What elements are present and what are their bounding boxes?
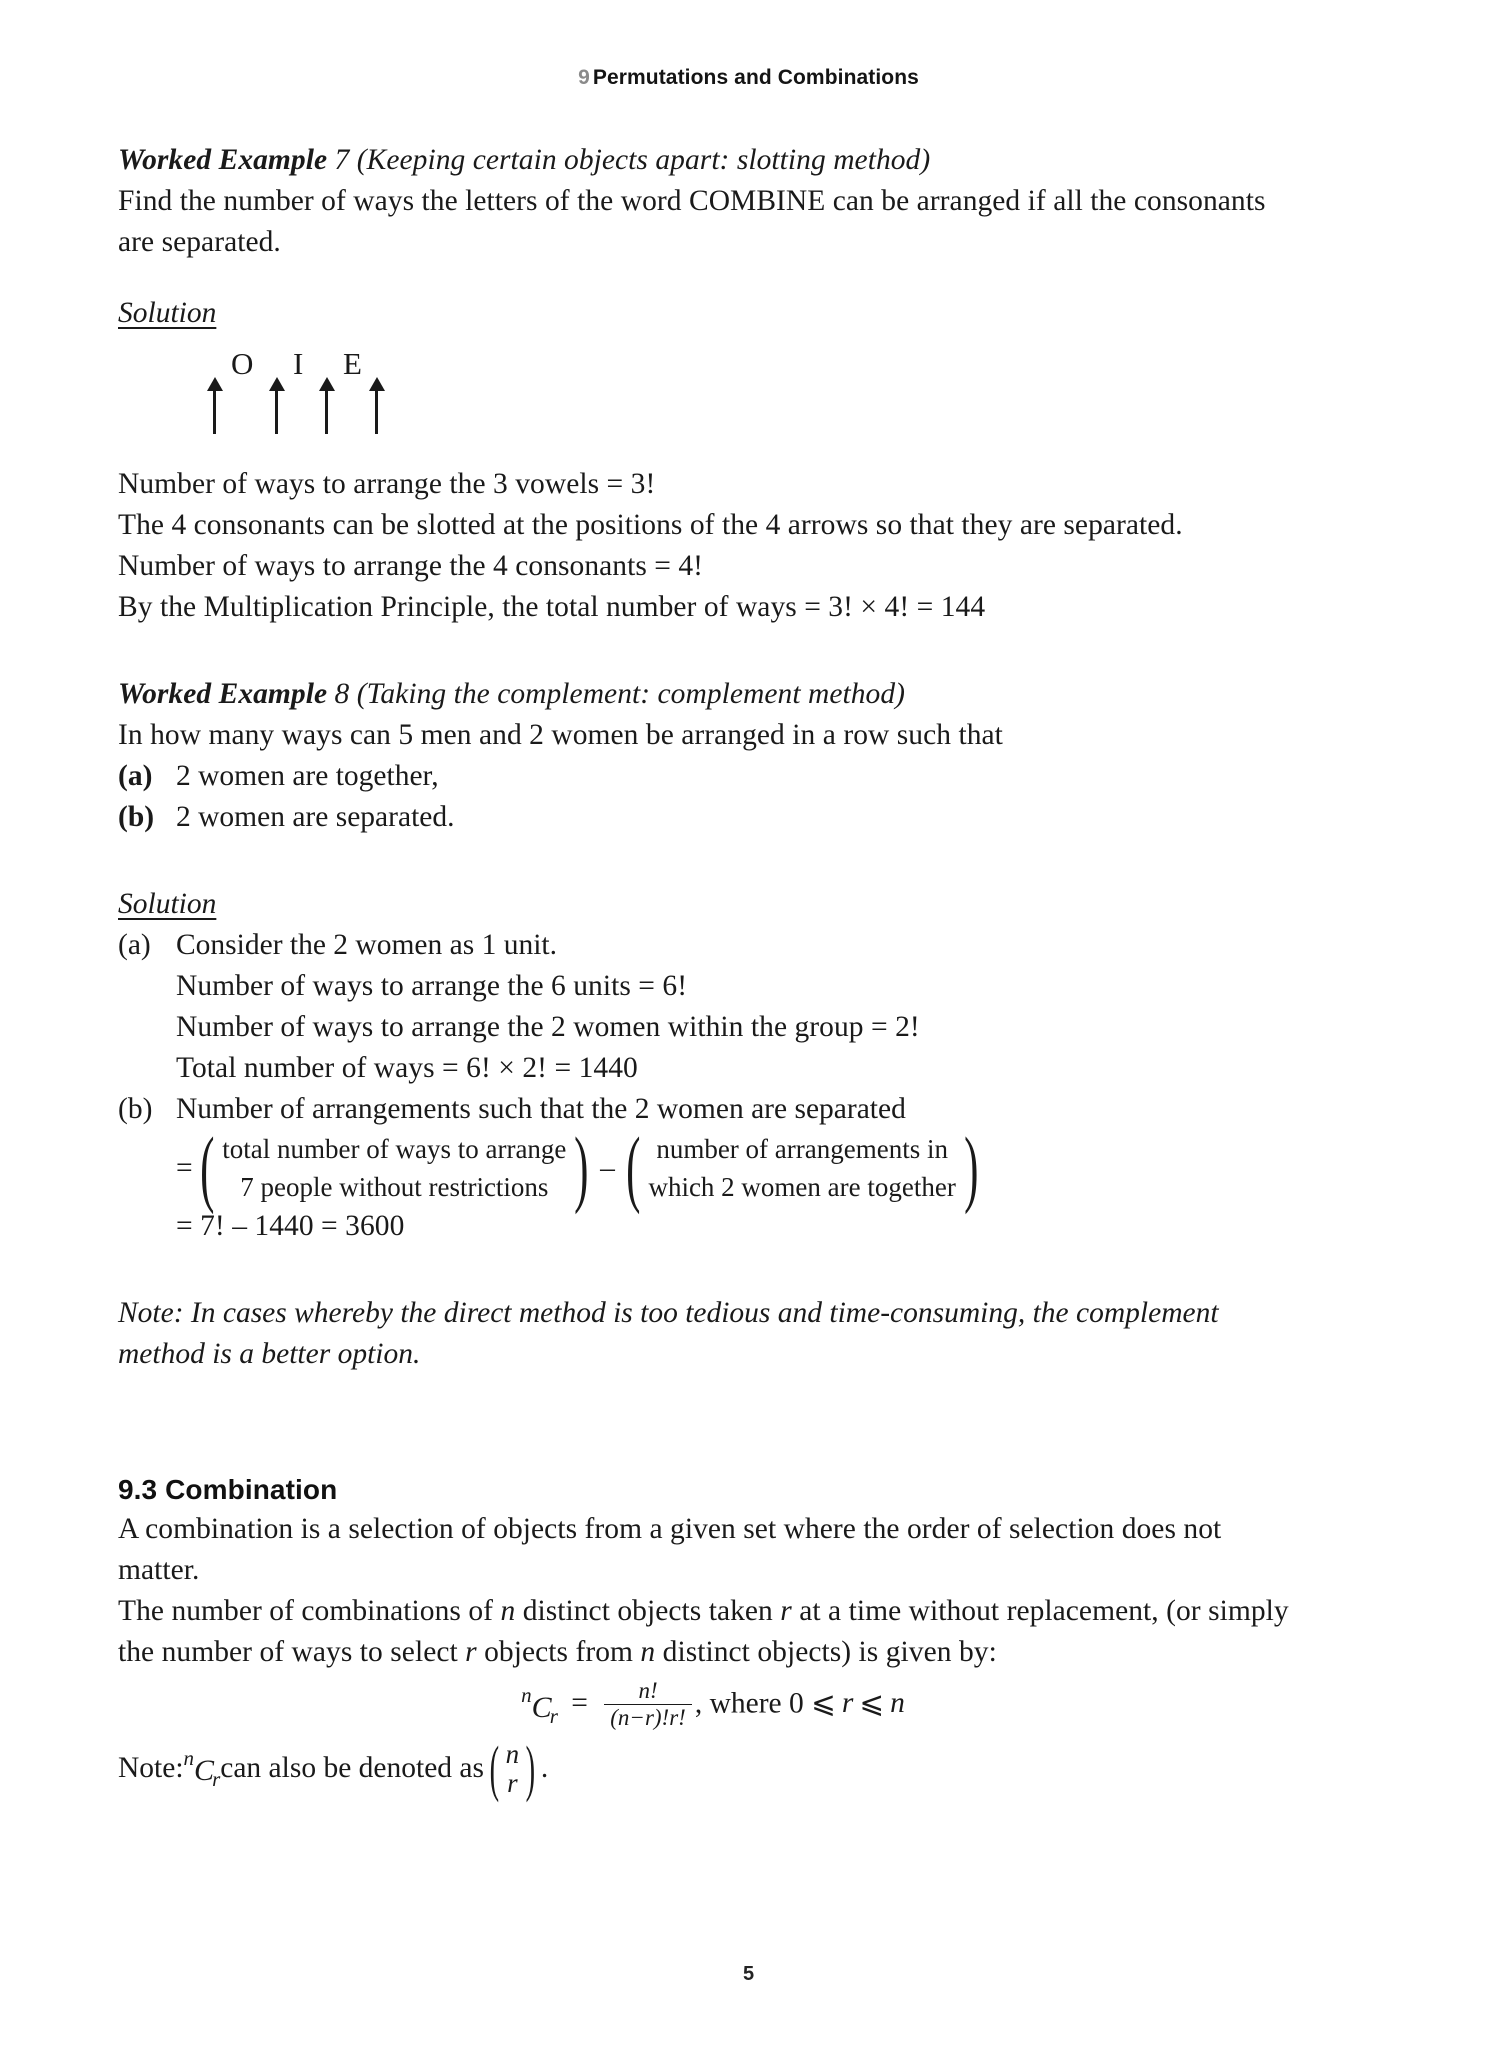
fraction-denominator: (n−r)!r! [604,1704,692,1731]
note-middle-text: can also be denoted as [220,1752,485,1785]
we8-solution-b [118,1089,1308,1130]
note-ncr-letter-c: C [194,1754,215,1788]
we8-question-part-a [118,756,1308,797]
spacer [118,838,1308,884]
left-paren-icon: ( [625,1119,641,1216]
ncr-subscript-r: r [549,1703,558,1728]
worked-example-7-question-line-2: are separated. [118,226,281,258]
worked-example-7-question-line-1: Find the number of ways the letters of the word COMBINE can be arranged if all the consonants [118,185,1266,217]
bracket-group-1-line-2: 7 people without restrictions [240,1172,549,1202]
spacer [118,263,1308,293]
spacer [118,628,1308,674]
we7-line-2: The 4 consonants can be slotted at the positions of the 4 arrows so that they are separated. [118,509,1183,541]
para3-var-n: n [640,1636,656,1668]
note-ncr-superscript-n: n [183,1745,195,1770]
worked-example-8-title: 8 (Taking the complement: complement method) [327,678,906,710]
ncr-letter-c: C [531,1691,552,1725]
formula-cond-var-r: r [841,1687,854,1720]
bracket-group-2-line-2: which 2 women are together [648,1172,956,1202]
note-ncr-subscript-r: r [212,1766,221,1791]
para3-text-b: objects from [476,1636,641,1668]
complement-note-line-1: Note: In cases whereby the direct method is too tedious and time-consuming, the complement [118,1297,1219,1329]
spacer [118,1247,1308,1293]
bracket-group-together-arrangements [619,1119,986,1216]
formula-le-2: ⩽ [859,1687,885,1720]
solution-heading: Solution [118,888,217,920]
bracket-group-2-line-1: number of arrangements in [656,1134,948,1164]
solution-heading: Solution [118,297,217,329]
slot-arrow-2 [275,388,278,434]
we8-solution-a-line-4: Total number of ways = 6! × 2! = 1440 [176,1052,638,1084]
para2-var-n: n [500,1595,516,1627]
bracket-group-total-arrangements [193,1119,596,1216]
bracket-group-1-line-1: total number of ways to arrange [222,1134,567,1164]
formula-condition-text: where 0 [702,1687,812,1720]
we8-part-b-marker: (b) [118,801,155,833]
slotting-diagram [213,348,1308,434]
section-93-para1-line2: matter. [118,1554,200,1586]
section-93-para3 [118,1632,1308,1673]
worked-example-7-title: 7 (Keeping certain objects apart: slotting method) [327,144,931,176]
factorial-fraction [604,1678,692,1731]
we8-solution-b-marker: (b) [118,1093,153,1125]
slot-letter-o: O [231,346,254,381]
equation-equals-sign: = [176,1151,193,1184]
ncr-symbol-group [521,1673,558,1738]
note-prefix: Note: [118,1752,184,1785]
para2-text-b: distinct objects taken [515,1595,781,1627]
section-93-para2 [118,1591,1308,1632]
we7-line-1: Number of ways to arrange the 3 vowels = 3! [118,468,656,500]
binomial-coefficient-notation [484,1734,541,1803]
para3-var-r: r [465,1636,477,1668]
slot-arrow-1 [213,388,216,434]
we8-solution-a-line-2: Number of ways to arrange the 6 units = 6! [176,970,688,1002]
body-column [118,140,1308,1803]
para2-var-r: r [780,1595,792,1627]
worked-example-8-heading [118,674,1308,715]
page-folio: 5 [742,1963,755,1985]
para3-text-c: distinct objects) is given by: [655,1636,997,1668]
chapter-number: 9 [578,66,590,89]
fraction-numerator: n! [638,1678,658,1703]
note-period: . [540,1752,549,1785]
we7-line-3: Number of ways to arrange the 4 consonants = 4! [118,550,704,582]
worked-example-7-heading [118,140,1308,181]
we8-solution-b-bracket-equation [176,1119,1308,1216]
slot-arrow-3 [325,388,328,434]
section-93-para1-line1: A combination is a selection of objects from a given set where the order of selection does not [118,1513,1222,1545]
we8-part-a-text: 2 women are together, [176,760,439,792]
left-paren-icon: ( [199,1119,215,1216]
we8-solution-b-line-1: Number of arrangements such that the 2 women are separated [176,1093,906,1125]
slot-arrow-4 [375,388,378,434]
we8-solution-a-marker: (a) [118,929,151,961]
para3-text-a: the number of ways to select [118,1636,466,1668]
binom-top-n: n [505,1738,520,1769]
formula-le-1: ⩽ [811,1687,836,1720]
worked-example-8-label: Worked Example [118,678,328,710]
we8-solution-heading-wrap [118,884,1308,925]
right-paren-icon: ) [574,1119,589,1216]
right-paren-icon: ) [964,1119,979,1216]
spacer [118,1441,1308,1471]
binom-bottom-r: r [507,1767,518,1798]
we8-question-part-b [118,797,1308,838]
we8-solution-a-line-1: Consider the 2 women as 1 unit. [176,929,557,961]
slot-letter-i: I [293,346,304,381]
we7-line-4: By the Multiplication Principle, the total number of ways = 3! × 4! = 144 [118,591,986,623]
formula-equals-sign: = [571,1687,588,1720]
worked-example-7-solution-heading-wrap [118,293,1308,334]
worked-example-8-question-intro: In how many ways can 5 men and 2 women be arranged in a row such that [118,719,1003,751]
ncr-superscript-n: n [521,1683,532,1707]
spacer [118,1375,1308,1441]
para2-text-c: at a time without replacement, (or simply [791,1595,1289,1627]
we8-solution-a-line-3: Number of ways to arrange the 2 women within the group = 2! [176,1011,920,1043]
we8-part-a-marker: (a) [118,760,153,792]
note-ncr-symbol-group [184,1738,221,1800]
we8-solution-b-final-line: = 7! – 1440 = 3600 [176,1210,405,1242]
section-93-heading: 9.3 Combination [118,1474,338,1505]
para2-text-a: The number of combinations of [118,1595,501,1627]
ncr-notation-note [118,1734,1308,1803]
ncr-formula [118,1673,1308,1738]
right-paren-icon: ) [525,1734,536,1803]
chapter-title: Permutations and Combinations [592,66,919,89]
equation-minus-sign: – [600,1151,615,1184]
we8-solution-a [118,925,1308,966]
running-head [0,66,1497,90]
worked-example-7-label: Worked Example [118,144,328,176]
left-paren-icon: ( [489,1734,500,1803]
we8-part-b-text: 2 women are separated. [176,801,455,833]
formula-comma: , [694,1687,703,1720]
slot-letter-e: E [343,346,362,381]
formula-cond-var-n: n [890,1687,905,1720]
spacer [118,434,1308,464]
complement-note-line-2: method is a better option. [118,1338,421,1370]
